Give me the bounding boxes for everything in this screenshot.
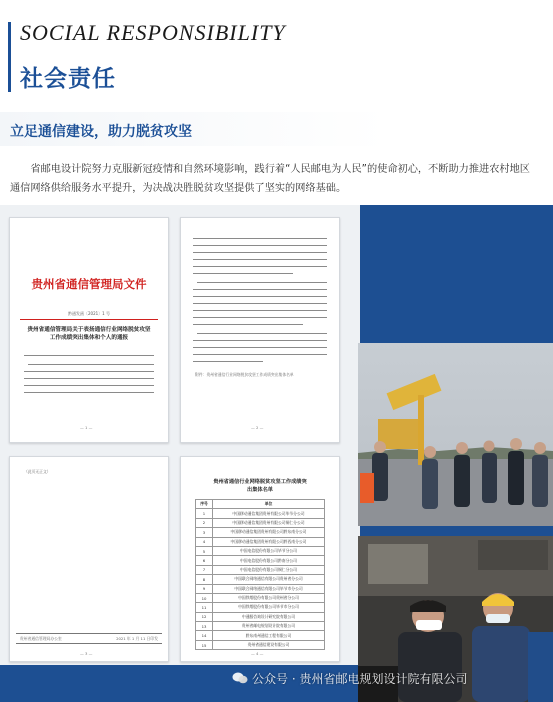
table-row: [196, 509, 325, 518]
text-line: [193, 259, 327, 260]
row-unit-name: 中国移动通信集团贵州有限公司黔西南分公司: [213, 537, 325, 546]
table-row: [196, 556, 325, 565]
row-number: 6: [196, 556, 213, 565]
list-title: 贵州省通信行业网络脱贫攻坚工作成绩突出集体名单: [213, 479, 307, 493]
text-line: [24, 371, 154, 372]
table-row: [196, 584, 325, 593]
table-row: [196, 575, 325, 584]
photo-outdoor-inspection: [358, 343, 553, 526]
text-line: [24, 385, 154, 386]
table-row: [196, 528, 325, 537]
row-number: 11: [196, 603, 213, 612]
text-line: [24, 392, 154, 393]
row-unit-name: 贵州省邮电规划设计院有限公司: [213, 622, 325, 631]
text-line: [193, 245, 327, 246]
text-line: [193, 266, 327, 267]
column-header-no: 序号: [196, 500, 213, 509]
page-number: — 4 —: [251, 651, 264, 656]
document-number: 黔通发函〔2021〕1 号: [68, 311, 110, 316]
document-page-4: [180, 456, 340, 662]
blank-page-note: （此页无正文）: [24, 469, 51, 474]
table-row: [196, 622, 325, 631]
row-number: 1: [196, 509, 213, 518]
table-row: [196, 565, 325, 574]
attachment-note: 附件：贵州省通信行业网络脱贫攻坚工作成绩突出集体名单: [195, 372, 294, 377]
row-number: 3: [196, 528, 213, 537]
text-line: [193, 340, 327, 341]
red-divider: [20, 319, 158, 320]
section-intro: 省邮电设计院努力克服新冠疫情和自然环境影响，践行着“人民邮电为人民”的使命初心，不断助力推进农村地区通信网络供给服务水平提升，为决战决胜脱贫攻坚提供了坚实的网络基础。: [10, 164, 530, 194]
document-page-1: [9, 217, 169, 443]
row-unit-name: 贵州省通信建设有限公司: [213, 640, 325, 649]
text-line: [193, 354, 327, 355]
table-row: [196, 612, 325, 621]
table-row: [196, 546, 325, 555]
text-line: [193, 310, 327, 311]
text-line: [28, 364, 154, 365]
column-header-name: 单位: [213, 500, 325, 509]
row-unit-name: 中国铁塔股份有限公司毕节市分公司: [213, 603, 325, 612]
honor-list-table: [195, 499, 325, 650]
table-row: [196, 537, 325, 546]
row-unit-name: 中国联合网络通信有限公司贵州省分公司: [213, 575, 325, 584]
header-title-cn: 社会责任: [20, 66, 116, 92]
row-unit-name: 中国电信股份有限公司毕节分公司: [213, 546, 325, 555]
text-line: [24, 378, 154, 379]
text-line: [24, 355, 154, 356]
row-number: 13: [196, 622, 213, 631]
text-line: [193, 252, 327, 253]
footer-rule: [16, 643, 162, 644]
row-unit-name: 中国铁塔股份有限公司贵州省分公司: [213, 593, 325, 602]
text-line: [193, 296, 327, 297]
page-number: — 3 —: [80, 651, 93, 656]
text-line: [193, 238, 327, 239]
row-number: 15: [196, 640, 213, 649]
text-line: [193, 273, 293, 274]
row-number: 4: [196, 537, 213, 546]
row-unit-name: 黔东南州通信工程有限公司: [213, 631, 325, 640]
text-line: [193, 303, 327, 304]
text-line: [193, 324, 303, 325]
row-number: 14: [196, 631, 213, 640]
issue-date: 2021 年 1 月 11 日印发: [116, 636, 158, 641]
header-title-en: SOCIAL RESPONSIBILITY: [20, 20, 286, 45]
text-line: [197, 282, 327, 283]
row-unit-name: 中国移动通信集团贵州有限公司铜仁分公司: [213, 518, 325, 527]
table-row: [196, 640, 325, 649]
table-row: [196, 593, 325, 602]
row-number: 9: [196, 584, 213, 593]
page-number: — 2 —: [251, 425, 264, 430]
row-unit-name: 中国电信股份有限公司铜仁分公司: [213, 565, 325, 574]
watermark: [232, 670, 467, 687]
row-number: 5: [196, 546, 213, 555]
row-unit-name: 中通服咨询设计研究院有限公司: [213, 612, 325, 621]
text-line: [197, 333, 327, 334]
text-line: [193, 361, 263, 362]
document-page-3: [9, 456, 169, 662]
row-number: 2: [196, 518, 213, 527]
page-number: — 1 —: [80, 425, 93, 430]
table-row: [196, 518, 325, 527]
row-unit-name: 中国电信股份有限公司黔南分公司: [213, 556, 325, 565]
document-title: 贵州省通信管理局关于表扬通信行业网络脱贫攻坚工作成绩突出集体和个人的通报: [27, 327, 151, 341]
document-page-2: [180, 217, 340, 443]
table-row: [196, 631, 325, 640]
header-accent-bar: [8, 22, 11, 92]
text-line: [193, 289, 327, 290]
text-line: [193, 347, 327, 348]
wechat-icon: [232, 672, 248, 684]
text-line: [193, 317, 327, 318]
row-number: 7: [196, 565, 213, 574]
issuer: 贵州省通信管理局办公室: [20, 636, 62, 641]
table-header-row: [196, 500, 325, 509]
row-number: 8: [196, 575, 213, 584]
section-title: 立足通信建设，助力脱贫攻坚: [10, 124, 192, 140]
footer-rule: [16, 633, 162, 634]
row-unit-name: 中国移动通信集团贵州有限公司黔东南分公司: [213, 528, 325, 537]
document-red-header: 贵州省通信管理局文件: [31, 277, 147, 291]
row-unit-name: 中国移动通信集团贵州有限公司毕节分公司: [213, 509, 325, 518]
watermark-text: 公众号 · 贵州省邮电规划设计院有限公司: [252, 672, 468, 686]
row-unit-name: 中国联合网络通信有限公司毕节市分公司: [213, 584, 325, 593]
row-number: 10: [196, 593, 213, 602]
table-row: [196, 603, 325, 612]
row-number: 12: [196, 612, 213, 621]
